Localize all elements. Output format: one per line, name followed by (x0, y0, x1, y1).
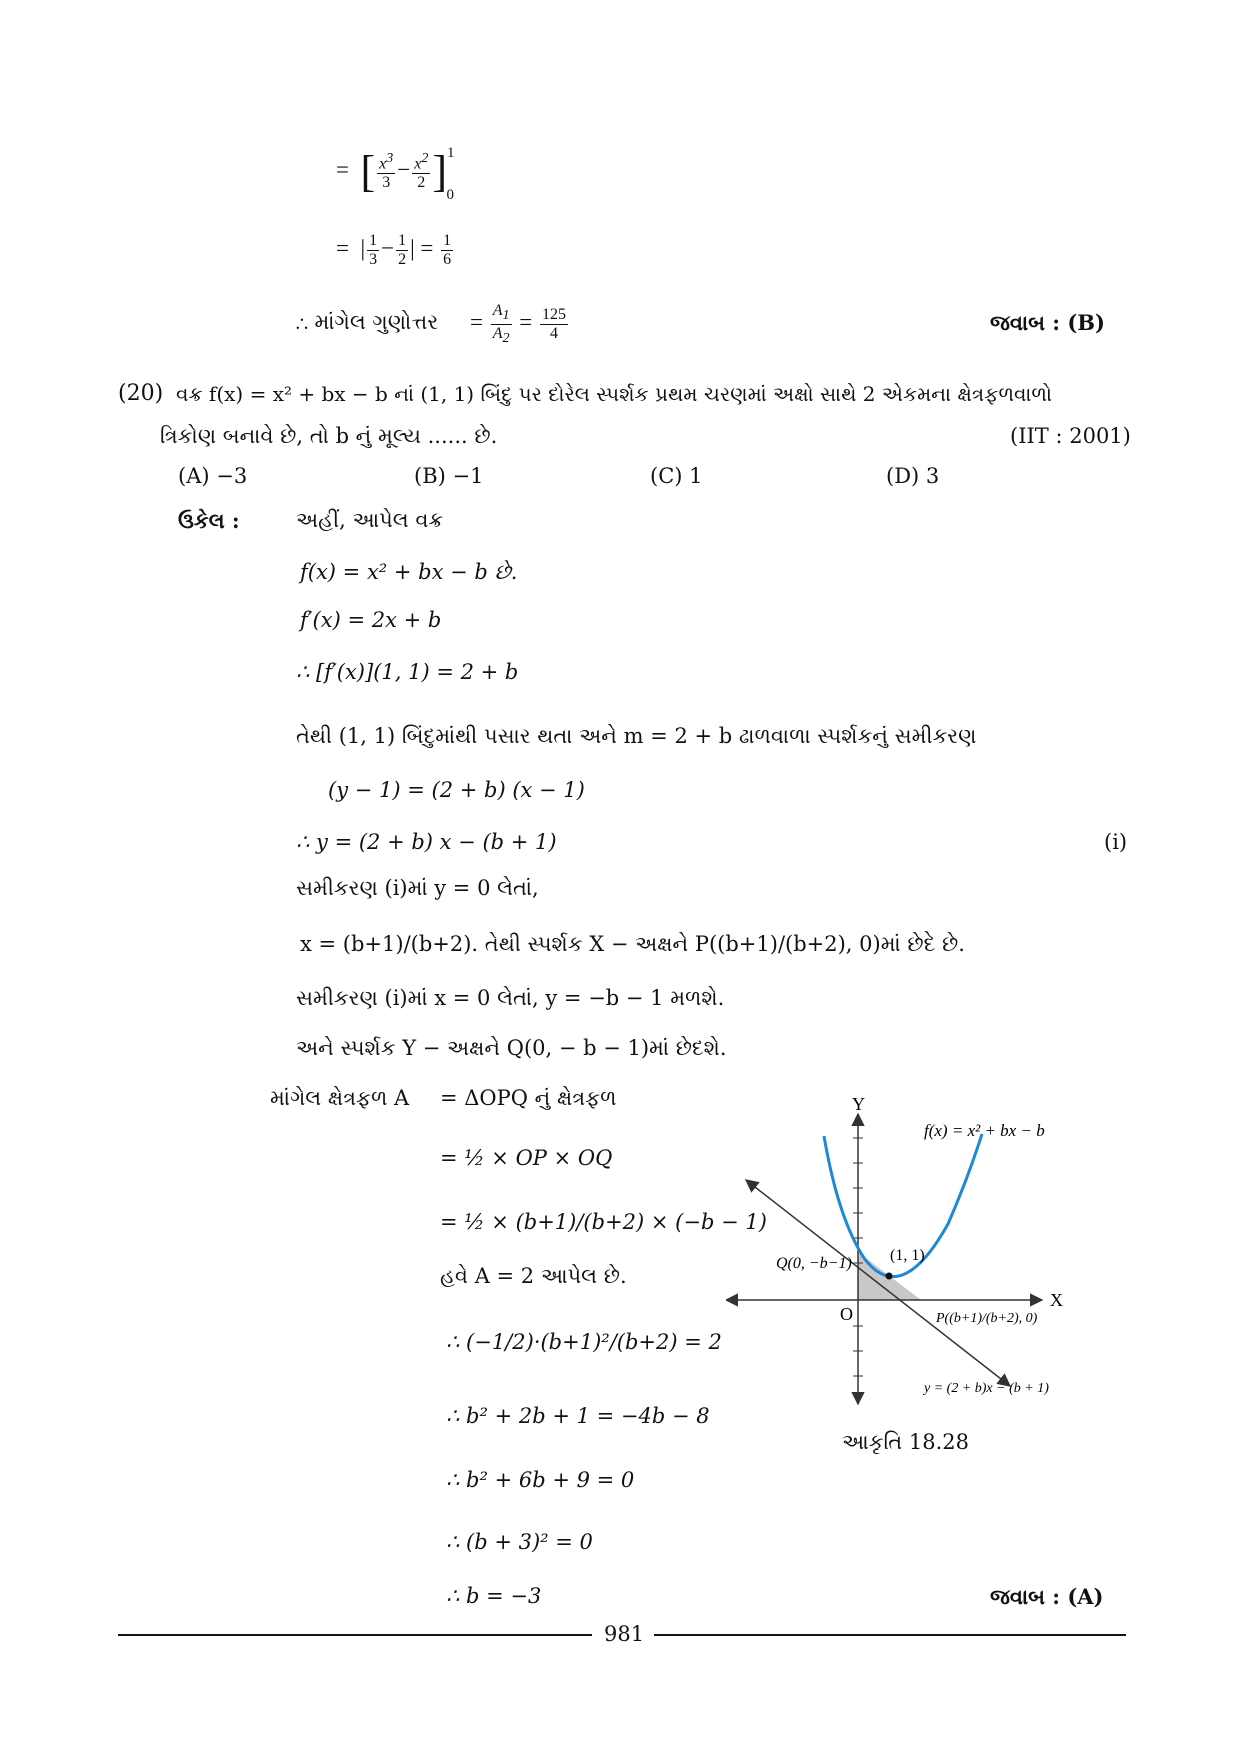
question-number: (20) (118, 381, 164, 406)
solution-line-3: ∴ [f′(x)](1, 1) = 2 + b (296, 660, 519, 684)
final-answer: જવાબ : (A) (990, 1584, 1104, 1609)
question-line-2: ત્રિકોણ બનાવે છે, તો b નું મૂલ્ય ...... છે. (160, 424, 498, 448)
area-step-9: ∴ b = −3 (446, 1584, 542, 1608)
area-step-7: ∴ b² + 6b + 9 = 0 (446, 1468, 635, 1492)
area-label: માંગેલ ક્ષેત્રફળ A (270, 1086, 410, 1110)
solution-label: ઉકેલ : (178, 508, 240, 533)
area-step-1: = ΔOPQ નું ક્ષેત્રફળ (440, 1086, 617, 1110)
solution-line-5: (y − 1) = (2 + b) (x − 1) (328, 778, 585, 802)
solution-line-4: તેથી (1, 1) બિંદુમાંથી પસાર થતા અને m = 2 + b ઢાળવાળા સ્પર્શકનું સમીકરણ (296, 724, 977, 748)
tangent-line (746, 1180, 1010, 1386)
area-step-6: ∴ b² + 2b + 1 = −4b − 8 (446, 1404, 710, 1428)
footer-rule-left (118, 1634, 592, 1636)
point-label: (1, 1) (890, 1247, 925, 1264)
solution-line-8: x = (b+1)/(b+2). તેથી સ્પર્શક X − અક્ષને P((b+1)/(b+2), 0)માં છેદે છે. (300, 932, 965, 956)
x-axis-label: X (1050, 1290, 1063, 1310)
page-number: 981 (604, 1622, 645, 1646)
y-axis-label: Y (852, 1098, 865, 1114)
curve-label: f(x) = x² + bx − b (924, 1121, 1045, 1140)
equation-tag: (i) (1104, 830, 1128, 854)
prev-answer: જવાબ : (B) (990, 310, 1105, 335)
solution-line-9: સમીકરણ (i)માં x = 0 લેતાં, y = −b − 1 મળશે. (296, 986, 725, 1010)
option-b: (B) −1 (414, 464, 484, 488)
prev-eq-1: = [ $\frac{x^3}{3}$ − $\frac{x^2}{2}$ ]$^1_0$ (336, 144, 455, 203)
tangent-label: y = (2 + b)x − (b + 1) (924, 1381, 1049, 1396)
tangent-point (886, 1273, 893, 1280)
question-source: (IIT : 2001) (1010, 424, 1131, 448)
tangent-figure (726, 1098, 1086, 1418)
prev-eq-2: = | $\frac{1}{3}$ − $\frac{1}{2}$ | = $\frac{1}{6}$ (336, 232, 452, 268)
area-step-5: ∴ (−1/2)·(b+1)²/(b+2) = 2 (446, 1330, 722, 1354)
q-label: Q(0, −b−1) (776, 1255, 852, 1272)
area-step-2: = ½ × OP × OQ (440, 1146, 613, 1170)
solution-line-6: ∴ y = (2 + b) x − (b + 1) (296, 830, 557, 854)
figure-caption: આકૃતિ 18.28 (842, 1430, 970, 1454)
area-step-8: ∴ (b + 3)² = 0 (446, 1530, 593, 1554)
ratio-value: = $\frac{A_1}{A_2}$ = $\frac{125}{4}$ (470, 302, 566, 346)
p-label: P((b+1)/(b+2), 0) (936, 1311, 1038, 1326)
origin-label: O (840, 1304, 853, 1324)
area-step-3: = ½ × (b+1)/(b+2) × (−b − 1) (440, 1210, 767, 1234)
question-line-1: વક્ર f(x) = x² + bx − b નાં (1, 1) બિંદુ પર દોરેલ સ્પર્શક પ્રથમ ચરણમાં અક્ષો સાથે 2 એકમના ક્ષેત્રફળવાળો (176, 382, 1053, 406)
solution-line-2: f′(x) = 2x + b (300, 608, 442, 632)
ratio-label: ∴ માંગેલ ગુણોત્તર (296, 310, 439, 334)
solution-line-1: f(x) = x² + bx − b છે. (300, 560, 518, 584)
solution-line-7: સમીકરણ (i)માં y = 0 લેતાં, (296, 876, 539, 900)
option-c: (C) 1 (650, 464, 703, 488)
option-a: (A) −3 (178, 464, 248, 488)
solution-intro: અહીં, આપેલ વક્ર (296, 508, 444, 532)
footer-rule-right (654, 1634, 1126, 1636)
option-d: (D) 3 (886, 464, 940, 488)
solution-line-10: અને સ્પર્શક Y − અક્ષને Q(0, − b − 1)માં છેદશે. (296, 1036, 727, 1060)
area-step-4: હવે A = 2 આપેલ છે. (440, 1264, 627, 1288)
